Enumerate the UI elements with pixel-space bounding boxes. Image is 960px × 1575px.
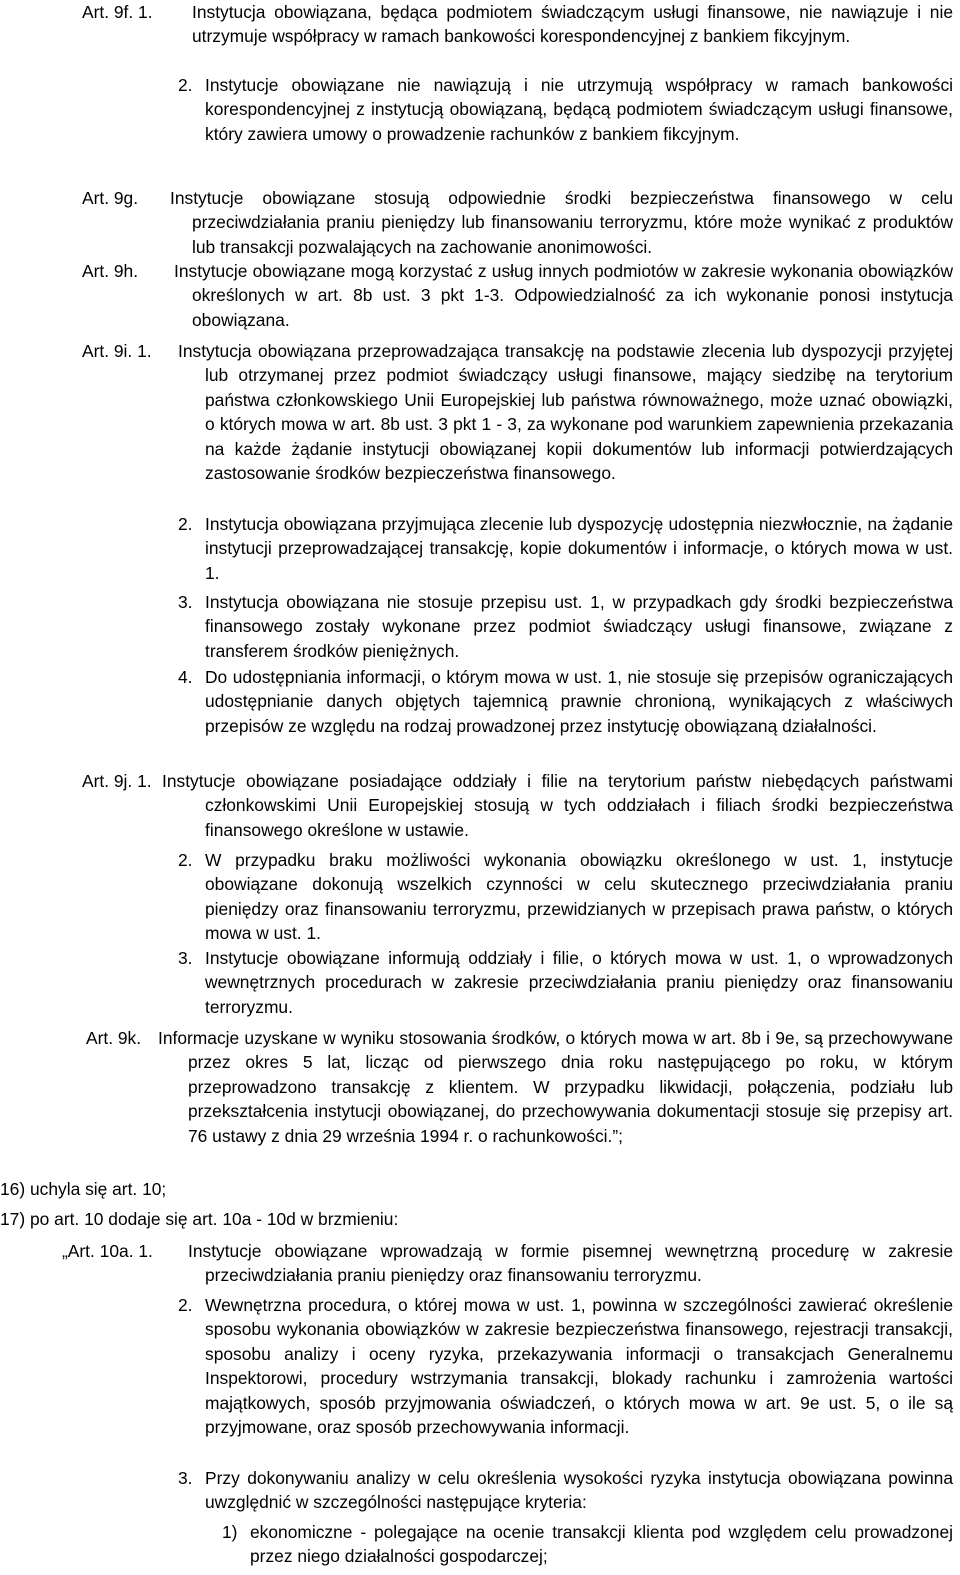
art-9k-label: Art. 9k. xyxy=(86,1028,142,1048)
art-9g-text xyxy=(170,186,953,259)
art-9i-paragraph-1 xyxy=(178,339,953,485)
art-9j-label: Art. 9j. 1. xyxy=(82,771,152,791)
item-17: 17) po art. 10 dodaje się art. 10a - 10d w brzmieniu: xyxy=(0,1209,399,1229)
art-9j-paragraph-1-content: Instytucje obowiązane posiadające oddziały i filie na terytorium państw niebędących państwami członkowskimi Unii Europejskiej stosują w tych oddziałach i filiach środki bezpieczeństwa finansowego określone w ustawie. xyxy=(162,771,953,840)
art-9k-text xyxy=(158,1026,953,1148)
art-10a-num-3: 3. xyxy=(178,1468,193,1488)
art-9j-paragraph-2: W przypadku braku możliwości wykonania obowiązku określonego w ust. 1, instytucje obowiązane dokonują wszelkich czynności w celu skutecznego przeciwdziałania praniu pieniędzy oraz finansowaniu terroryzmu, przewidzianych w przepisach prawa państw, o których mowa w ust. 1. xyxy=(205,850,953,944)
art-9i-paragraph-4: Do udostępniania informacji, o którym mowa w ust. 1, nie stosuje się przepisów ograniczających udostępnianie danych objętych tajemnicą prawnie chronioną, wynikających z właściwych przepisów ze względu na rodzaj prowadzonej przez instytucję obowiązaną działalności. xyxy=(205,667,953,736)
art-10a-num-2: 2. xyxy=(178,1295,193,1315)
art-9j-paragraph-1 xyxy=(162,769,953,842)
art-9j-paragraph-3: Instytucje obowiązane informują oddziały i filie, o których mowa w ust. 1, o wprowadzonych wewnętrznych procedurach w zakresie przeciwdziałania praniu pieniędzy oraz finansowaniu terroryzmu. xyxy=(205,948,953,1017)
art-9k-text-content: Informacje uzyskane w wyniku stosowania środków, o których mowa w art. 8b i 9e, są przechowywane przez okres 5 lat, licząc od pierwszego dnia roku następującego po roku, w którym przeprowadzono transakcję z klientem. W przypadku likwidacji, połączenia, podziału lub przekształcenia instytucji obowiązanej, do przechowywania dokumentacji stosuje się przepisy art. 76 ustawy z dnia 29 września 1994 r. o rachunkowości.”; xyxy=(158,1028,953,1146)
art-9i-num-2: 2. xyxy=(178,514,193,534)
art-9f-paragraph-1: Instytucja obowiązana, będąca podmiotem świadczącym usługi finansowe, nie nawiązuje i nie utrzymuje współpracy w ramach bankowości korespondencyjnej z bankiem fikcyjnym. xyxy=(192,2,953,47)
art-9h-text-content: Instytucje obowiązane mogą korzystać z usług innych podmiotów w zakresie wykonania obowiązków określonych w art. 8b ust. 3 pkt 1-3. Odpowiedzialność za ich wykonanie ponosi instytucja obowiązana. xyxy=(174,261,953,330)
art-9h-text xyxy=(174,259,953,332)
art-10a-paragraph-1-content: Instytucje obowiązane wprowadzają w formie pisemnej wewnętrzną procedurę w zakresie przeciwdziałania praniu pieniędzy oraz finansowaniu terroryzmu. xyxy=(188,1241,953,1286)
art-9i-num-4: 4. xyxy=(178,667,193,687)
art-9i-paragraph-2: Instytucja obowiązana przyjmująca zlecenie lub dyspozycję udostępnia niezwłocznie, na żądanie instytucji przeprowadzającej transakcję, kopie dokumentów i informacje, o których mowa w ust. 1. xyxy=(205,514,953,583)
art-9f-num-2: 2. xyxy=(178,75,193,95)
art-10a-sub-1-text: ekonomiczne - polegające na ocenie transakcji klienta pod względem celu prowadzonej przez niego działalności gospodarczej; xyxy=(250,1522,953,1567)
art-9i-paragraph-1-content: Instytucja obowiązana przeprowadzająca transakcję na podstawie zlecenia lub dyspozycji przyjętej lub otrzymanej przez podmiot świadczący usługi finansowe, mający siedzibę na terytorium państwa członkowskiego Unii Europejskiej lub państwa równoważnego, może uznać obowiązki, o których mowa w art. 8b ust. 3 pkt 1 - 3, za wykonane pod warunkiem zapewnienia przekazania na każde żądanie instytucji obowiązanej kopii dokumentów lub informacji potwierdzających zastosowanie środków bezpieczeństwa finansowego. xyxy=(178,341,953,484)
art-9i-paragraph-3: Instytucja obowiązana nie stosuje przepisu ust. 1, w przypadkach gdy środki bezpieczeństwa finansowego zostały wykonane przez podmiot świadczący usługi finansowe, związane z transferem środków pieniężnych. xyxy=(205,592,953,661)
art-9i-label: Art. 9i. 1. xyxy=(82,341,152,361)
art-10a-sub-1-num: 1) xyxy=(222,1522,238,1542)
art-9h-label: Art. 9h. xyxy=(82,261,139,281)
art-9f-paragraph-2-text: Instytucje obowiązane nie nawiązują i nie utrzymują współpracy w ramach bankowości korespondencyjnej z instytucją obowiązaną, będącą podmiotem świadczącym usługi finansowe, który zawiera umowy o prowadzenie rachunków z bankiem fikcyjnym. xyxy=(205,75,953,144)
art-9g-label: Art. 9g. xyxy=(82,188,139,208)
art-10a-paragraph-3: Przy dokonywaniu analizy w celu określenia wysokości ryzyka instytucja obowiązana powinna uwzględnić w szczególności następujące kryteria: xyxy=(205,1468,953,1513)
art-9f-label: Art. 9f. 1. xyxy=(82,2,153,22)
art-9j-num-2: 2. xyxy=(178,850,193,870)
art-9i-num-3: 3. xyxy=(178,592,193,612)
art-10a-paragraph-1 xyxy=(188,1239,953,1288)
item-16: 16) uchyla się art. 10; xyxy=(0,1179,167,1199)
art-10a-label: „Art. 10a. 1. xyxy=(62,1241,153,1261)
art-10a-paragraph-2: Wewnętrzna procedura, o której mowa w ust. 1, powinna w szczególności zawierać określenie sposobu wykonania obowiązków w zakresie bezpieczeństwa finansowego, rejestracji transakcji, sposobu analizy i oceny ryzyka, przekazywania informacji o transakcjach Generalnemu Inspektorowi, procedury wstrzymania transakcji, blokady rachunku i zamrożenia wartości majątkowych, sposób przyjmowania oświadczeń, o których mowa w art. 9e ust. 5, o ile są przyjmowane, oraz sposób przechowywania informacji. xyxy=(205,1295,953,1438)
art-9j-num-3: 3. xyxy=(178,948,193,968)
art-9g-text-content: Instytucje obowiązane stosują odpowiednie środki bezpieczeństwa finansowego w celu przeciwdziałania praniu pieniędzy lub finansowaniu terroryzmu, które może wynikać z produktów lub transakcji pozwalających na zachowanie anonimowości. xyxy=(170,188,953,257)
